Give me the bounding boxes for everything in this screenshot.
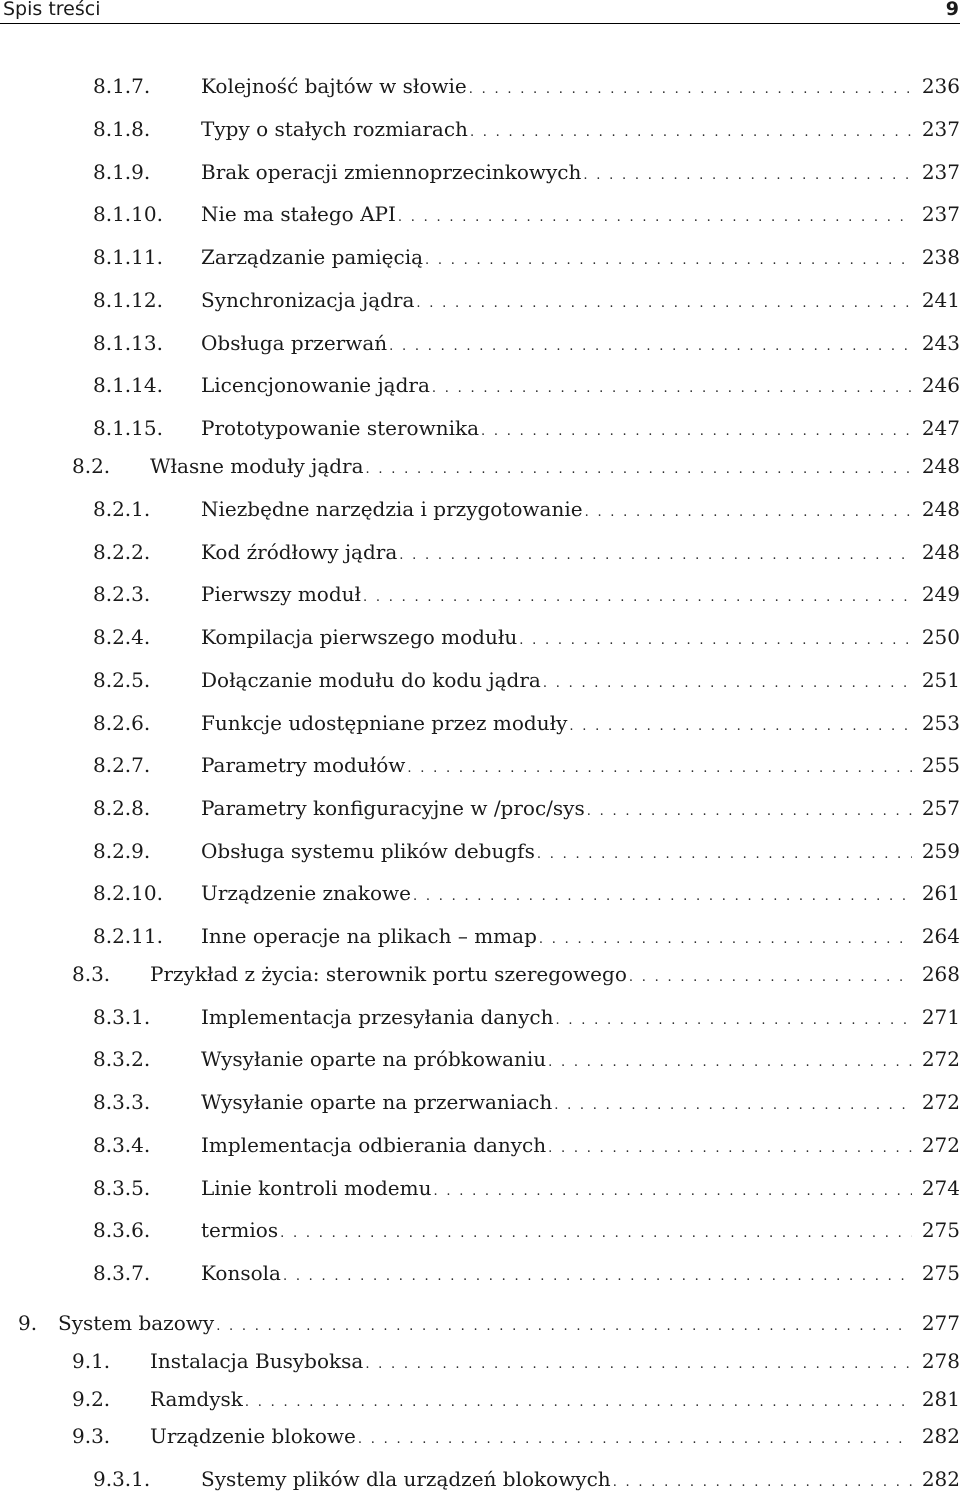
entry-page: 278	[921, 1349, 960, 1373]
entry-number: 8.2.8.	[93, 796, 151, 820]
entry-title: Parametry modułów	[201, 753, 406, 777]
entry-number: 8.1.7.	[93, 74, 151, 98]
entry-title: Obsługa przerwań	[201, 331, 388, 355]
entry-title: System bazowy	[58, 1311, 215, 1335]
entry-number: 8.2.1.	[93, 497, 151, 521]
dot-leader	[363, 584, 912, 612]
entry-page: 274	[921, 1176, 960, 1200]
entry-number: 8.2.3.	[93, 582, 151, 606]
entry-number: 8.3.	[72, 962, 111, 986]
entry-page: 282	[921, 1424, 960, 1448]
dot-leader	[358, 1426, 912, 1454]
toc-entry[interactable]	[72, 960, 960, 988]
entry-number: 9.2.	[72, 1387, 111, 1411]
toc-entry[interactable]	[93, 538, 960, 566]
entry-page: 255	[921, 753, 960, 777]
dot-leader	[283, 1263, 912, 1291]
entry-number: 8.3.6.	[93, 1218, 151, 1242]
toc-entry[interactable]	[93, 286, 960, 314]
entry-title: Nie ma stałego API	[201, 202, 396, 226]
entry-page: 272	[921, 1090, 960, 1114]
entry-page: 243	[921, 331, 960, 355]
entry-title: Prototypowanie sterownika	[201, 416, 480, 440]
dot-leader	[366, 456, 912, 484]
dot-leader	[432, 375, 912, 403]
dot-leader	[416, 290, 912, 318]
toc-entry[interactable]	[93, 115, 960, 143]
entry-number: 8.1.11.	[93, 245, 163, 269]
toc-entry[interactable]	[72, 1347, 960, 1375]
entry-title: Urządzenie znakowe	[201, 881, 411, 905]
entry-number: 8.2.2.	[93, 540, 151, 564]
toc-entry[interactable]	[93, 1259, 960, 1287]
entry-number: 8.1.15.	[93, 416, 163, 440]
toc-entry[interactable]	[93, 158, 960, 186]
entry-title: Wysyłanie oparte na próbkowaniu	[201, 1047, 547, 1071]
dot-leader	[433, 1178, 912, 1206]
toc-entry[interactable]	[93, 1088, 960, 1116]
entry-page: 257	[921, 796, 960, 820]
toc-entry[interactable]	[93, 922, 960, 950]
dot-leader	[470, 119, 912, 147]
dot-leader	[407, 755, 912, 783]
entry-number: 8.3.4.	[93, 1133, 151, 1157]
dot-leader	[413, 883, 912, 911]
entry-title: Linie kontroli modemu	[201, 1176, 432, 1200]
entry-page: 248	[921, 497, 960, 521]
entry-title: Systemy plików dla urządzeń blokowych	[201, 1467, 611, 1491]
entry-page: 241	[921, 288, 960, 312]
entry-number: 8.2.10.	[93, 881, 163, 905]
toc-entry[interactable]	[93, 243, 960, 271]
entry-number: 8.1.8.	[93, 117, 151, 141]
entry-page: 275	[921, 1218, 960, 1242]
dot-leader	[425, 247, 912, 275]
toc-entry[interactable]	[93, 1045, 960, 1073]
entry-number: 9.3.	[72, 1424, 111, 1448]
toc-entry[interactable]	[93, 837, 960, 865]
entry-title: Funkcje udostępniane przez moduły	[201, 711, 568, 735]
entry-page: 264	[921, 924, 960, 948]
toc-entry[interactable]	[93, 1003, 960, 1031]
entry-title: Parametry konfiguracyjne w /proc/sys	[201, 796, 585, 820]
toc-entry[interactable]	[93, 879, 960, 907]
dot-leader	[537, 841, 912, 869]
entry-number: 8.1.10.	[93, 202, 163, 226]
entry-page: 236	[921, 74, 960, 98]
entry-number: 8.1.9.	[93, 160, 151, 184]
entry-title: Implementacja przesyłania danych	[201, 1005, 554, 1029]
entry-title: Przykład z życia: sterownik portu szeregowego	[150, 962, 627, 986]
entry-page: 248	[921, 540, 960, 564]
entry-number: 8.3.5.	[93, 1176, 151, 1200]
entry-number: 8.2.	[72, 454, 111, 478]
entry-page: 237	[921, 117, 960, 141]
entry-page: 250	[921, 625, 960, 649]
entry-title: Urządzenie blokowe	[150, 1424, 356, 1448]
dot-leader	[365, 1351, 912, 1379]
dot-leader	[216, 1313, 912, 1341]
entry-number: 8.2.5.	[93, 668, 151, 692]
entry-number: 8.1.13.	[93, 331, 163, 355]
entry-page: 261	[921, 881, 960, 905]
entry-title: Wysyłanie oparte na przerwaniach	[201, 1090, 553, 1114]
entry-title: Zarządzanie pamięcią	[201, 245, 424, 269]
entry-title: Implementacja odbierania danych	[201, 1133, 547, 1157]
entry-page: 282	[921, 1467, 960, 1491]
toc-entry[interactable]	[72, 452, 960, 480]
entry-title: termios	[201, 1218, 279, 1242]
dot-leader	[554, 1092, 912, 1120]
entry-page: 272	[921, 1133, 960, 1157]
entry-title: Konsola	[201, 1261, 281, 1285]
entry-number: 8.2.9.	[93, 839, 151, 863]
toc-entry[interactable]	[93, 580, 960, 608]
toc-entry[interactable]	[93, 414, 960, 442]
entry-number: 8.1.14.	[93, 373, 163, 397]
entry-page: 272	[921, 1047, 960, 1071]
entry-page: 248	[921, 454, 960, 478]
dot-leader	[613, 1469, 912, 1493]
toc-entry[interactable]	[93, 200, 960, 228]
entry-title: Własne moduły jądra	[150, 454, 364, 478]
entry-title: Kompilacja pierwszego modułu	[201, 625, 518, 649]
entry-number: 8.2.11.	[93, 924, 163, 948]
toc-entry[interactable]	[93, 371, 960, 399]
dot-leader	[519, 627, 912, 655]
dot-leader	[548, 1135, 912, 1163]
toc-entry[interactable]	[93, 666, 960, 694]
entry-number: 8.3.3.	[93, 1090, 151, 1114]
dot-leader	[587, 798, 912, 826]
entry-page: 237	[921, 160, 960, 184]
entry-page: 246	[921, 373, 960, 397]
dot-leader	[583, 162, 912, 190]
dot-leader	[548, 1049, 912, 1077]
entry-page: 237	[921, 202, 960, 226]
dot-leader	[555, 1007, 912, 1035]
dot-leader	[398, 204, 912, 232]
dot-leader	[481, 418, 912, 446]
toc-entry[interactable]	[93, 329, 960, 357]
entry-page: 277	[921, 1311, 960, 1335]
entry-number: 8.3.1.	[93, 1005, 151, 1029]
entry-page: 238	[921, 245, 960, 269]
toc-entry[interactable]	[93, 1216, 960, 1244]
entry-page: 271	[921, 1005, 960, 1029]
entry-number: 8.3.2.	[93, 1047, 151, 1071]
dot-leader	[245, 1389, 912, 1417]
entry-number: 8.2.6.	[93, 711, 151, 735]
entry-page: 268	[921, 962, 960, 986]
entry-number: 8.2.7.	[93, 753, 151, 777]
dot-leader	[569, 713, 912, 741]
entry-title: Niezbędne narzędzia i przygotowanie	[201, 497, 583, 521]
entry-title: Typy o stałych rozmiarach	[201, 117, 468, 141]
toc-entry[interactable]	[93, 623, 960, 651]
entry-title: Kolejność bajtów w słowie	[201, 74, 467, 98]
dot-leader	[543, 670, 912, 698]
entry-number: 9.3.1.	[93, 1467, 151, 1491]
entry-page: 275	[921, 1261, 960, 1285]
entry-title: Ramdysk	[150, 1387, 243, 1411]
toc-entry[interactable]	[72, 1385, 960, 1413]
entry-page: 247	[921, 416, 960, 440]
page-header	[0, 0, 960, 24]
toc-entry[interactable]	[93, 495, 960, 523]
entry-title: Inne operacje na plikach – mmap	[201, 924, 537, 948]
entry-number: 9.1.	[72, 1349, 111, 1373]
entry-page: 249	[921, 582, 960, 606]
dot-leader	[585, 499, 912, 527]
entry-title: Synchronizacja jądra	[201, 288, 415, 312]
entry-page: 251	[921, 668, 960, 692]
entry-page: 281	[921, 1387, 960, 1411]
toc-entry[interactable]	[93, 709, 960, 737]
dot-leader	[539, 926, 912, 954]
entry-number: 9.	[18, 1311, 38, 1335]
toc-entry[interactable]	[72, 1422, 960, 1450]
page-number: 9	[945, 0, 959, 20]
toc-entry[interactable]	[93, 1174, 960, 1202]
toc-entry[interactable]	[93, 1131, 960, 1159]
entry-title: Pierwszy moduł	[201, 582, 361, 606]
entry-title: Instalacja Busyboksa	[150, 1349, 364, 1373]
entry-title: Dołączanie modułu do kodu jądra	[201, 668, 541, 692]
dot-leader	[389, 333, 912, 361]
entry-title: Licencjonowanie jądra	[201, 373, 430, 397]
entry-number: 8.3.7.	[93, 1261, 151, 1285]
dot-leader	[399, 542, 912, 570]
running-title: Spis treści	[3, 0, 101, 20]
entry-title: Kod źródłowy jądra	[201, 540, 398, 564]
toc-entry[interactable]	[18, 1309, 960, 1337]
toc-entry[interactable]	[93, 794, 960, 822]
toc-entry[interactable]	[93, 1465, 960, 1493]
entry-title: Obsługa systemu plików debugfs	[201, 839, 535, 863]
toc-entry[interactable]	[93, 72, 960, 100]
entry-page: 259	[921, 839, 960, 863]
toc-entry[interactable]	[93, 751, 960, 779]
entry-page: 253	[921, 711, 960, 735]
entry-number: 8.1.12.	[93, 288, 163, 312]
dot-leader	[469, 76, 912, 104]
dot-leader	[629, 964, 912, 992]
entry-number: 8.2.4.	[93, 625, 151, 649]
entry-title: Brak operacji zmiennoprzecinkowych	[201, 160, 582, 184]
dot-leader	[280, 1220, 912, 1248]
